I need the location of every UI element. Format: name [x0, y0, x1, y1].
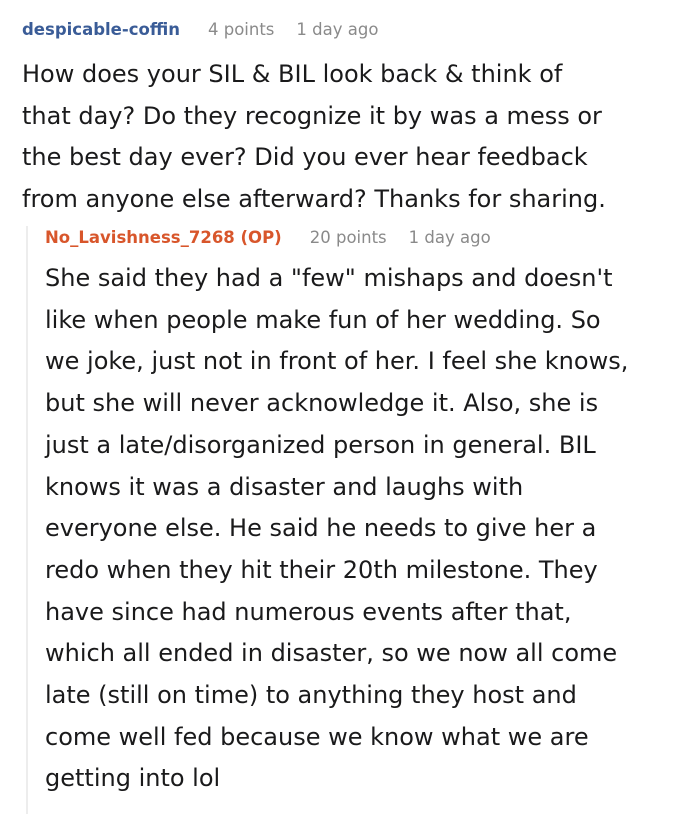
comment-line: like when people make fun of her wedding. So	[45, 305, 601, 334]
comment-top	[22, 18, 692, 221]
comment-line: from anyone else afterward? Thanks for sharing.	[22, 185, 606, 214]
author-link[interactable]: No_Lavishness_7268 (OP)	[45, 228, 282, 247]
comment-line: getting into lol	[45, 764, 221, 793]
comment-body	[45, 258, 696, 800]
timestamp[interactable]: 1 day ago	[408, 228, 491, 247]
points-count: 20 points	[309, 228, 387, 247]
comment-line: How does your SIL & BIL look back & think of	[22, 60, 563, 88]
comment-line: which all ended in disaster, so we now all come	[45, 639, 618, 668]
comment-line: redo when they hit their 20th milestone. They	[45, 555, 598, 584]
comment-line: the best day ever? Did you ever hear feedback	[22, 143, 588, 172]
comment-line: She said they had a "few" mishaps and doesn't	[45, 264, 613, 292]
comment-line: but she will never acknowledge it. Also, she is	[45, 389, 599, 418]
comment-line: just a late/disorganized person in general. BIL	[45, 430, 596, 459]
timestamp[interactable]: 1 day ago	[296, 20, 379, 39]
comment-line: that day? Do they recognize it by was a mess or	[22, 101, 602, 130]
author-link[interactable]: despicable-coffin	[22, 20, 180, 39]
comment-line: come well fed because we know what we are	[45, 722, 589, 751]
comment-line: knows it was a disaster and laughs with	[45, 472, 524, 501]
comment-line: everyone else. He said he needs to give her a	[45, 514, 597, 543]
comment-line: have since had numerous events after that,	[45, 597, 572, 626]
comment-meta	[22, 18, 692, 42]
comment-reply	[26, 226, 696, 814]
points-count: 4 points	[207, 20, 275, 39]
comment-line: late (still on time) to anything they host and	[45, 681, 577, 710]
comment-meta	[45, 226, 696, 250]
comment-body	[22, 54, 692, 221]
comment-line: we joke, just not in front of her. I feel she knows,	[45, 347, 629, 376]
